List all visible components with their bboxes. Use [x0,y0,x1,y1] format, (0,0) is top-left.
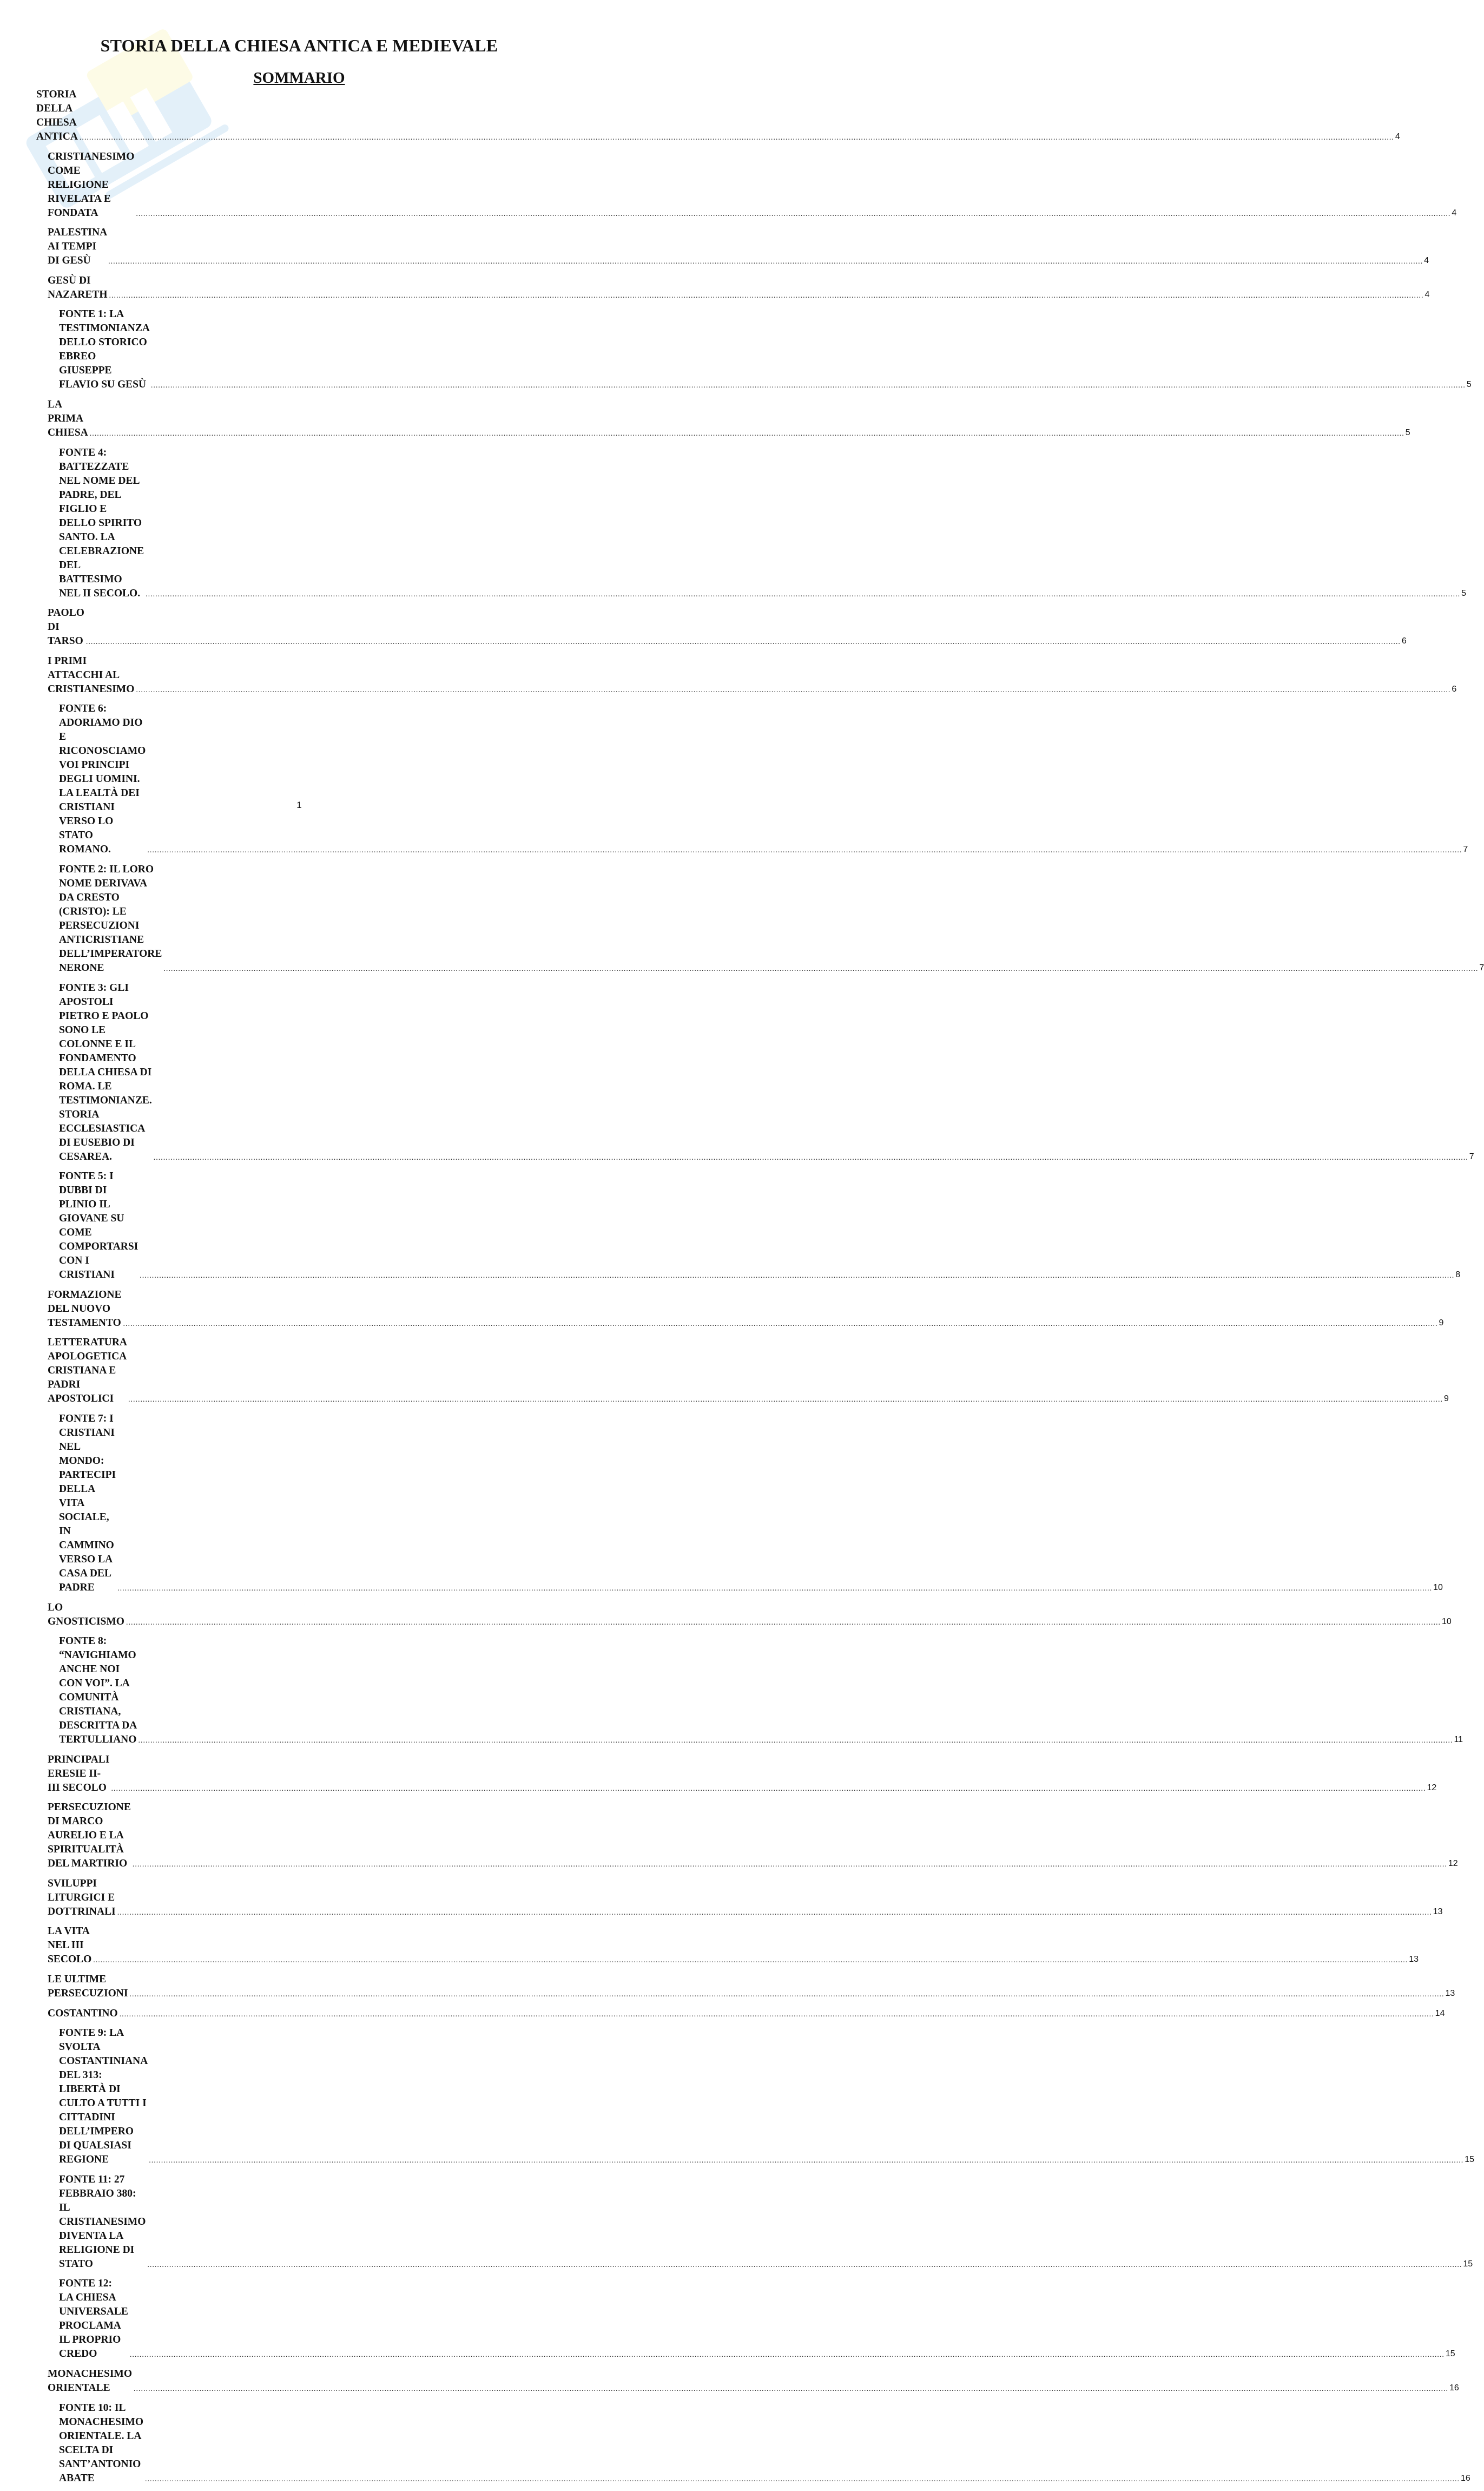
toc-entry[interactable] [36,150,1457,220]
dot-leader [136,208,1450,220]
toc-entry-title: FONTE 4: BATTEZZATE NEL NOME DEL PADRE, DEL FIGLIO E DELLO SPIRITO SANTO. LA CELEBRAZIONE DEL BATTESIMO NEL II SECOLO. [59,446,144,599]
toc-entry[interactable] [36,226,1429,268]
toc-entry-title: FONTE 7: I CRISTIANI NEL MONDO: PARTECIPI DELLA VITA SOCIALE, IN CAMMINO VERSO LA CASA DEL PADRE [59,1412,116,1593]
dot-leader [147,2259,1462,2271]
dot-leader [109,290,1424,302]
toc-entry-title: STORIA DELLA CHIESA ANTICA [36,89,78,142]
toc-entry[interactable] [36,1169,1461,1282]
toc-entry-page: 16 [1449,2383,1459,2393]
toc-entry-page: 13 [1445,1989,1455,1999]
toc-entry[interactable] [36,2173,1473,2271]
toc-entry[interactable] [36,2401,1470,2486]
toc-entry[interactable] [36,1412,1443,1595]
toc-entry-page: 7 [1479,963,1484,972]
dot-leader [123,1318,1438,1330]
toc-entry-title: LO GNOSTICISMO [48,1601,124,1627]
toc-entry-page: 16 [1461,2473,1470,2483]
toc-entry-page: 7 [1469,1152,1474,1161]
toc-entry-title: FONTE 12: LA CHIESA UNIVERSALE PROCLAMA IL PROPRIO CREDO [59,2278,128,2360]
toc-entry-title: FONTE 6: ADORIAMO DIO E RICONOSCIAMO VOI PRINCIPI DEGLI UOMINI. LA LEALTÀ DEI CRISTIANI VERSO LO STATO ROMANO. [59,703,146,856]
toc-entry[interactable] [36,307,1472,392]
dot-leader [136,685,1450,696]
toc-entry[interactable] [36,1336,1449,1406]
toc-heading: SOMMARIO [253,69,345,87]
toc-entry-page: 13 [1409,1955,1419,1964]
dot-leader [126,1617,1441,1629]
toc-entry-title: FONTE 9: LA SVOLTA COSTANTINIANA DEL 313: LIBERTÀ DI CULTO A TUTTI I CITTADINI DELL’IMPERO DI QUALSIASI REGIONE [59,2027,148,2166]
dot-leader [145,2474,1460,2486]
dot-leader [117,1907,1432,1919]
toc-entry-title: FONTE 10: IL MONACHESIMO ORIENTALE. LA SCELTA DI SANT’ANTONIO ABATE [59,2402,143,2484]
toc-entry-title: FORMAZIONE DEL NUOVO TESTAMENTO [48,1289,122,1329]
toc-entry-page: 8 [1455,1270,1461,1280]
toc-entry-page: 6 [1452,684,1457,694]
dot-leader [140,1270,1454,1282]
dot-leader [138,1735,1453,1747]
toc-entry-title: MONACHESIMO ORIENTALE [48,2368,132,2394]
toc-entry[interactable] [36,981,1474,1164]
dot-leader [129,1989,1444,2001]
dot-leader [111,1783,1426,1795]
toc-entry-page: 4 [1424,256,1429,266]
dot-leader [163,963,1478,975]
toc-entry-title: LA VITA NEL III SECOLO [48,1925,92,1966]
toc-entry-title: LE ULTIME PERSECUZIONI [48,1974,128,2000]
dot-leader [120,2009,1434,2021]
toc-entry[interactable] [36,1924,1419,1967]
toc-entry-page: 10 [1441,1616,1452,1626]
toc-entry-page: 12 [1427,1783,1437,1792]
dot-leader [130,2349,1445,2361]
toc-entry[interactable] [36,2277,1455,2361]
toc-entry[interactable] [36,1634,1463,1747]
dot-leader [154,1152,1468,1164]
toc-entry-page: 15 [1463,2259,1473,2269]
dot-leader [80,132,1394,144]
toc-entry-title: SVILUPPI LITURGICI E DOTTRINALI [48,1877,116,1917]
toc-entry-page: 6 [1401,636,1407,646]
table-of-contents [36,88,1484,2491]
toc-entry-page: 7 [1463,845,1468,855]
dot-leader [128,1394,1443,1406]
toc-entry[interactable] [36,88,1400,144]
toc-entry-page: 4 [1395,132,1400,141]
dot-leader [133,1859,1447,1871]
toc-entry-page: 4 [1424,290,1430,299]
toc-entry-page: 9 [1443,1394,1449,1404]
toc-entry-page: 11 [1454,1735,1463,1745]
toc-entry[interactable] [36,863,1484,975]
page-number: 1 [296,800,302,810]
toc-entry-title: PRINCIPALI ERESIE II-III SECOLO [48,1753,110,1793]
toc-entry-title: LA PRIMA CHIESA [48,398,88,438]
toc-entry[interactable] [36,446,1467,601]
toc-entry[interactable] [36,1288,1444,1330]
dot-leader [147,845,1462,857]
toc-entry[interactable] [36,1753,1437,1795]
toc-entry-page: 14 [1435,2008,1445,2018]
dot-leader [108,256,1423,268]
toc-entry-title: FONTE 8: “NAVIGHIAMO ANCHE NOI CON VOI”. LA COMUNITÀ CRISTIANA, DESCRITTA DA TERTULLIANO [59,1635,137,1746]
toc-entry[interactable] [36,1877,1443,1919]
dot-leader [86,636,1401,648]
toc-entry[interactable] [36,606,1407,648]
toc-entry[interactable] [36,1800,1458,1871]
toc-entry-page: 12 [1448,1859,1458,1869]
toc-entry-page: 5 [1466,380,1472,390]
dot-leader [149,2155,1463,2167]
toc-entry-title: PAOLO DI TARSO [48,607,84,647]
toc-entry-title: PALESTINA AI TEMPI DI GESÙ [48,227,107,267]
toc-entry-page: 15 [1465,2155,1475,2165]
toc-entry-page: 9 [1439,1318,1444,1327]
dot-leader [146,589,1460,601]
toc-entry[interactable] [36,1973,1455,2001]
dot-leader [151,380,1466,392]
toc-entry[interactable] [36,2367,1459,2395]
toc-entry-title: FONTE 1: LA TESTIMONIANZA DELLO STORICO EBREO GIUSEPPE FLAVIO SU GESÙ [59,308,149,391]
toc-entry-page: 15 [1445,2349,1455,2359]
toc-entry-title: I PRIMI ATTACCHI AL CRISTIANESIMO [48,655,135,695]
toc-entry-title: GESÙ DI NAZARETH [48,274,108,300]
dot-leader [134,2383,1448,2395]
dot-leader [90,428,1404,440]
toc-entry-title: LETTERATURA APOLOGETICA CRISTIANA E PADRI APOSTOLICI [48,1337,127,1405]
document-title: STORIA DELLA CHIESA ANTICA E MEDIEVALE [100,36,498,55]
toc-entry[interactable] [36,1601,1452,1629]
toc-entry-title: FONTE 3: GLI APOSTOLI PIETRO E PAOLO SONO LE COLONNE E IL FONDAMENTO DELLA CHIESA DI ROMA. LE TESTIMONIANZE. STORIA ECCLESIASTICA DI EUSEBIO DI CESAREA. [59,982,152,1162]
toc-entry[interactable] [36,654,1457,696]
toc-entry[interactable] [36,398,1410,440]
dot-leader [117,1583,1432,1595]
dot-leader [93,1955,1408,1967]
toc-entry[interactable] [36,274,1430,302]
toc-entry-page: 13 [1433,1907,1443,1916]
toc-entry-title: PERSECUZIONE DI MARCO AURELIO E LA SPIRITUALITÀ DEL MARTIRIO [48,1802,131,1870]
toc-entry-title: FONTE 11: 27 FEBBRAIO 380: IL CRISTIANESIMO DIVENTA LA RELIGIONE DI STATO [59,2173,146,2270]
toc-entry-title: FONTE 2: IL LORO NOME DERIVAVA DA CRESTO (CRISTO): LE PERSECUZIONI ANTICRISTIANE DELL’IMPERATORE NERONE [59,863,162,974]
toc-entry-title: COSTANTINO [48,2007,118,2019]
toc-entry[interactable] [36,702,1468,857]
toc-entry-page: 5 [1405,428,1410,437]
toc-entry[interactable] [36,2007,1445,2021]
toc-entry-page: 5 [1461,588,1467,598]
toc-entry-page: 4 [1452,208,1457,218]
toc-entry-title: FONTE 5: I DUBBI DI PLINIO IL GIOVANE SU COME COMPORTARSI CON I CRISTIANI [59,1171,138,1281]
toc-entry-title: CRISTIANESIMO COME RELIGIONE RIVELATA E FONDATA [48,150,135,219]
toc-entry-page: 10 [1433,1582,1443,1592]
toc-entry[interactable] [36,2026,1475,2167]
